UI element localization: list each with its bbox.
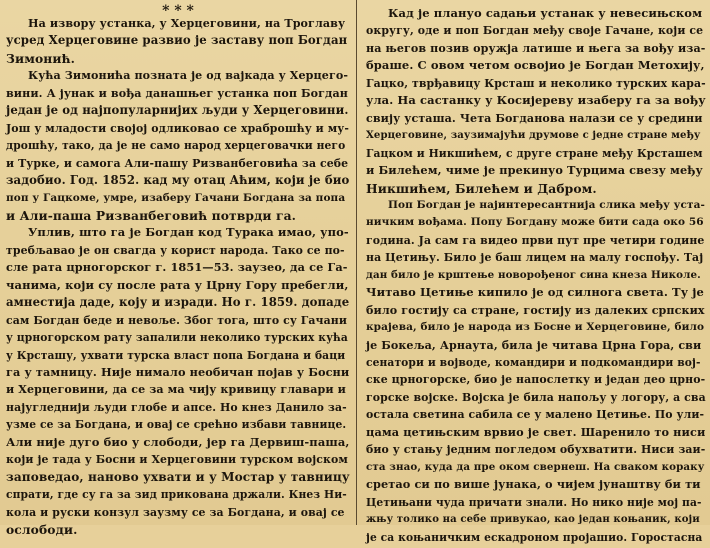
text-line: амнестија даде, коју и изради. Но г. 1859. допаде: [6, 295, 350, 310]
text-line: је са коњаничким ескадроном пројашио. Горостасна: [366, 530, 703, 544]
text-line: округу, оде и поп Богдан међу своје Гачане, који се: [366, 24, 704, 38]
text-line: Никшићем, Билећем и Дабром.: [366, 180, 597, 196]
text-line: у Крсташу, ухвати турска власт попа Богдана и баци: [6, 348, 346, 362]
text-line: ске црногорске, био је напослетку и један део црно-: [366, 373, 706, 387]
text-line: заповедао, наново ухвати и у Мостар у тавницу: [6, 469, 350, 484]
text-line: остала светина сабила се у малено Цетиње. По ули-: [366, 408, 705, 422]
text-line: ничким вођама. Попу Богдану може бити сада око 56: [366, 216, 704, 229]
text-line: сретао си по више јунака, о чијем јунаштву би ти: [366, 477, 701, 492]
text-line: и Херцеговини, да се за ма чију кривицу главари и: [6, 383, 347, 397]
text-line: Поп Богдан је најинтересантнија слика међу уста-: [388, 198, 705, 211]
text-line: требљавао је он свагда у корист народа. Тако се по-: [6, 243, 345, 257]
text-line: било гостију са стране, гостију из далеких српских: [366, 303, 705, 317]
text-line: и Турке, и самога Али-пашу Ризванбеговића за себе: [6, 156, 349, 170]
text-line: сам Богдан беде и невоље. Због тога, што су Гачани: [6, 313, 348, 327]
text-line: Читаво Цетиње кипило је од силнога света. Ту је: [366, 285, 704, 300]
text-line: који је тада у Босни и Херцеговини турском војском: [6, 453, 348, 467]
section-ornament: * * *: [162, 3, 194, 19]
text-line: горске војске. Војска је била напољу у логору, а сва: [366, 390, 706, 404]
text-line: Уплив, што га је Богдан код Турака имао, упо-: [28, 225, 349, 240]
text-line: година. Ја сам га видео први пут пре четири године: [366, 233, 705, 247]
text-line: у црногорском рату запалили неколико турских кућа: [6, 331, 348, 345]
text-line: ослободи.: [6, 522, 78, 538]
text-line: ста знао, куда да пре оком свернеш. На сваком кораку: [366, 460, 705, 473]
text-line: дрошћу, тако, да је не само народ херцеговачки него: [6, 139, 346, 153]
text-line: Херцеговине, заузимајући друмове с једне стране међу: [366, 130, 701, 142]
text-line: спрати, где су га за зид прикована држали. Кнез Ни-: [6, 488, 347, 502]
text-line: и Билећем, чиме је прекинуо Турцима свезу међу: [366, 163, 703, 178]
text-line: дан било је крштење новорођеног сина кнеза Николе.: [366, 268, 701, 281]
text-line: поп у Гацкоме, умре, изаберу Гачани Богдана за попа: [6, 191, 346, 204]
text-line: био у стању једним погледом обухватити. Ниси заи-: [366, 443, 706, 457]
text-line: га у тамницу. Није нимало необичан појав у Босни: [6, 365, 350, 379]
left-column: [6, 0, 350, 538]
text-line: Кућа Зимонића позната је од вајкада у Херцего-: [28, 69, 349, 83]
column-divider: [356, 0, 357, 525]
text-line: свију усташа. Чета Богданова налази се у средини: [366, 111, 703, 125]
text-line: сле рата црногорског г. 1851—53. заузео, да се Га-: [6, 260, 348, 275]
text-line: вини. А јунак и вођа данашњег устанка поп Богдан: [6, 86, 348, 100]
text-line: најугледнији људи глобе и апсе. Но кнез Данило за-: [6, 400, 347, 414]
text-line: на Цетињу. Било је баш лицем на малу госпођу. Тај: [366, 251, 704, 265]
text-line: један је од најпопуларнијих људи у Херцеговини.: [6, 103, 349, 118]
text-line: и Али-паша Ризванбеговић потврди га.: [6, 207, 297, 223]
text-line: браше. С овом четом освојио је Богдан Метохију,: [366, 58, 705, 73]
text-line: цама цетињским врвио је свет. Шаренило то ниси: [366, 424, 706, 439]
text-line: ула. На састанку у Косијереву изаберу га за вођу: [366, 93, 706, 108]
text-line: крајева, било је народа из Босне и Херцеговине, било: [366, 321, 705, 334]
text-line: Цетињани чуда причати знали. Но нико није мој па-: [366, 495, 702, 509]
text-line: Али није дуго био у слободи, јер га Дервиш-паша,: [6, 434, 350, 449]
text-line: чанима, који су после рата у Црну Гору пребегли,: [6, 277, 349, 292]
text-line: је Бокеља, Арнаута, била је читава Црна Гора, сви: [366, 338, 702, 352]
text-line: жњу толико на себе привукао, као један коњаник, који: [366, 514, 700, 526]
text-line: Зимонић.: [6, 50, 76, 66]
text-line: усред Херцеговине развио је заставу поп Богдан: [6, 33, 348, 48]
text-line: на његов позив оружја латише и њега за вођу иза-: [366, 41, 706, 55]
text-line: Гацком и Никшићем, с друге стране међу Крсташем: [366, 146, 703, 160]
right-column: [366, 0, 706, 544]
text-line: На извору устанка, у Херцеговини, на Троглаву: [28, 17, 346, 30]
text-line: Још у младости својој одликовао се храброшћу и му-: [6, 121, 349, 135]
text-line: сенатори и војводе, командири и подкомандири вој-: [366, 356, 701, 369]
text-line: задобио. Год. 1852. кад му отац Аћим, који је био: [6, 173, 350, 188]
text-line: Кад је плануо садањи устанак у невесињском: [388, 6, 703, 20]
text-line: Гацко, тврђавицу Крсташ и неколико турских кара-: [366, 76, 706, 90]
text-line: кола и руски конзул заузму се за Богдана, и овај се: [6, 505, 345, 519]
text-line: узме се за Богдана, и овај се срећно избави тавнице.: [6, 418, 347, 432]
